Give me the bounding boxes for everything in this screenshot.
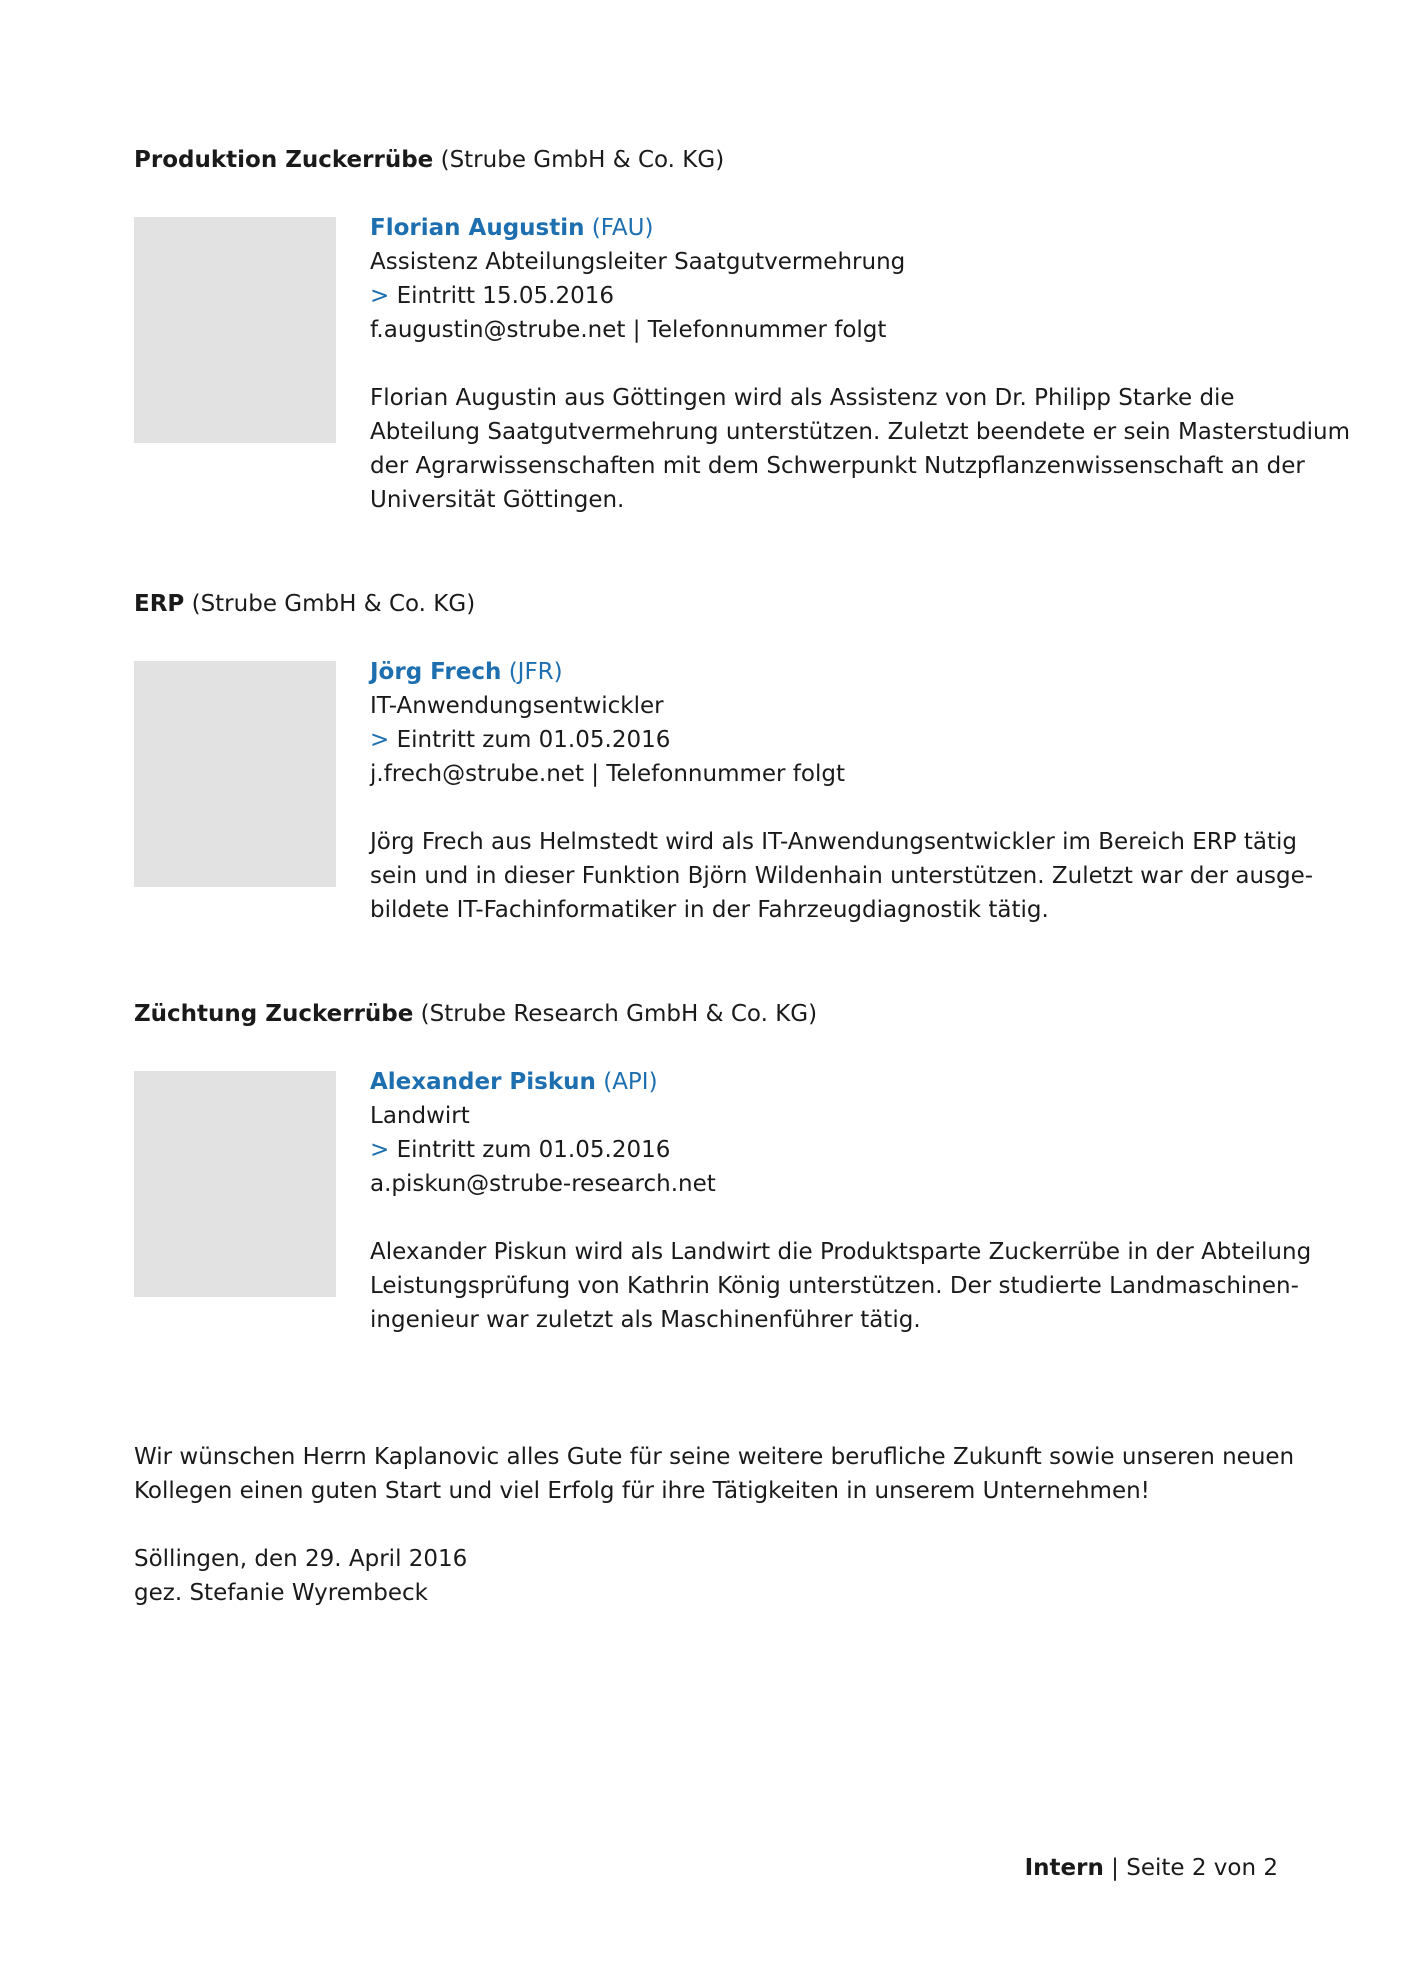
company-name: (Strube GmbH & Co. KG) bbox=[440, 147, 725, 173]
section-heading-produktion bbox=[134, 143, 724, 177]
employee-contact: f.augustin@strube.net | Telefonnummer folgt bbox=[370, 317, 887, 343]
employee-contact: a.piskun@strube-research.net bbox=[370, 1171, 716, 1197]
employee-abbreviation: (API) bbox=[603, 1069, 658, 1095]
closing-paragraph bbox=[134, 1440, 1294, 1508]
classification-label: Intern bbox=[1024, 1855, 1104, 1881]
page-footer bbox=[1025, 1851, 1278, 1885]
section-heading-erp bbox=[134, 587, 475, 621]
employee-entry-date: Eintritt zum 01.05.2016 bbox=[396, 727, 671, 753]
department-name: Produktion Zuckerrübe bbox=[134, 147, 434, 173]
bio-line: Universität Göttingen. bbox=[370, 487, 625, 513]
employee-bio bbox=[370, 825, 1314, 927]
bio-line: der Agrarwissenschaften mit dem Schwerpunkt Nutzpflanzenwissenschaft an der bbox=[370, 453, 1305, 479]
employee-contact: j.frech@strube.net | Telefonnummer folgt bbox=[370, 761, 845, 787]
bio-line: ingenieur war zuletzt als Maschinenführer tätig. bbox=[370, 1307, 921, 1333]
employee-name: Jörg Frech bbox=[370, 659, 502, 685]
closing-line: Kollegen einen guten Start und viel Erfolg für ihre Tätigkeiten in unserem Unternehmen! bbox=[134, 1478, 1150, 1504]
bio-line: sein und in dieser Funktion Björn Wildenhain unterstützen. Zuletzt war der ausge- bbox=[370, 863, 1314, 889]
employee-name-line bbox=[370, 211, 1290, 245]
company-name: (Strube Research GmbH & Co. KG) bbox=[420, 1001, 818, 1027]
employee-bio bbox=[370, 1235, 1312, 1337]
employee-photo-placeholder bbox=[134, 217, 336, 443]
department-name: Züchtung Zuckerrübe bbox=[134, 1001, 414, 1027]
employee-entry-date-line bbox=[370, 1133, 1290, 1167]
employee-entry-frech bbox=[370, 655, 1314, 927]
place-date: Söllingen, den 29. April 2016 bbox=[134, 1546, 468, 1572]
bio-line: Abteilung Saatgutvermehrung unterstützen. Zuletzt beendete er sein Masterstudium bbox=[370, 419, 1351, 445]
employee-entry-date-line bbox=[370, 279, 1290, 313]
employee-entry-date-line bbox=[370, 723, 1290, 757]
bio-line: Leistungsprüfung von Kathrin König unterstützen. Der studierte Landmaschinen- bbox=[370, 1273, 1299, 1299]
signature-block bbox=[134, 1542, 467, 1610]
section-heading-zuechtung bbox=[134, 997, 817, 1031]
arrow-icon: > bbox=[370, 283, 390, 309]
employee-photo-placeholder bbox=[134, 661, 336, 887]
arrow-icon: > bbox=[370, 727, 390, 753]
employee-entry-date: Eintritt zum 01.05.2016 bbox=[396, 1137, 671, 1163]
department-name: ERP bbox=[134, 591, 185, 617]
employee-role: Assistenz Abteilungsleiter Saatgutvermehrung bbox=[370, 249, 906, 275]
bio-line: Alexander Piskun wird als Landwirt die Produktsparte Zuckerrübe in der Abteilung bbox=[370, 1239, 1312, 1265]
employee-role: IT-Anwendungsentwickler bbox=[370, 693, 664, 719]
page-number: Seite 2 von 2 bbox=[1126, 1855, 1278, 1881]
bio-line: bildete IT-Fachinformatiker in der Fahrzeugdiagnostik tätig. bbox=[370, 897, 1049, 923]
bio-line: Florian Augustin aus Göttingen wird als Assistenz von Dr. Philipp Starke die bbox=[370, 385, 1235, 411]
employee-photo-placeholder bbox=[134, 1071, 336, 1297]
employee-name-line bbox=[370, 1065, 1290, 1099]
company-name: (Strube GmbH & Co. KG) bbox=[191, 591, 476, 617]
closing-line: Wir wünschen Herrn Kaplanovic alles Gute für seine weitere berufliche Zukunft sowie unseren neuen bbox=[134, 1444, 1295, 1470]
employee-name: Florian Augustin bbox=[370, 215, 585, 241]
employee-name: Alexander Piskun bbox=[370, 1069, 596, 1095]
employee-entry-piskun bbox=[370, 1065, 1312, 1337]
employee-entry-date: Eintritt 15.05.2016 bbox=[396, 283, 614, 309]
bio-line: Jörg Frech aus Helmstedt wird als IT-Anwendungsentwickler im Bereich ERP tätig bbox=[370, 829, 1298, 855]
employee-bio bbox=[370, 381, 1351, 517]
employee-entry-augustin bbox=[370, 211, 1351, 517]
employee-abbreviation: (JFR) bbox=[508, 659, 563, 685]
footer-separator: | bbox=[1111, 1855, 1119, 1881]
employee-name-line bbox=[370, 655, 1290, 689]
signature: gez. Stefanie Wyrembeck bbox=[134, 1580, 429, 1606]
employee-abbreviation: (FAU) bbox=[591, 215, 654, 241]
arrow-icon: > bbox=[370, 1137, 390, 1163]
employee-role: Landwirt bbox=[370, 1103, 470, 1129]
